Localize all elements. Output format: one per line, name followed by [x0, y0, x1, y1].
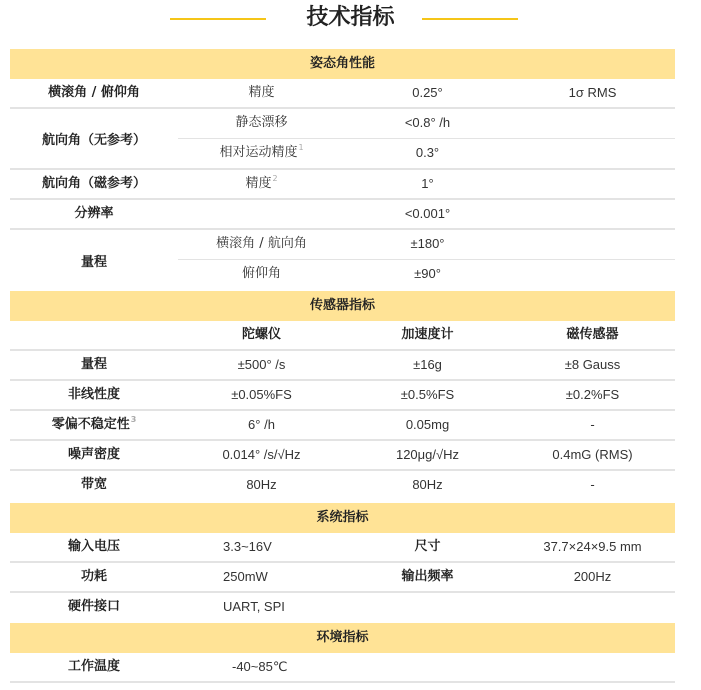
column-header-gyro: 陀螺仪	[241, 327, 281, 342]
table-row	[10, 170, 675, 200]
table-row	[10, 381, 675, 411]
table-row	[10, 351, 675, 381]
table-row	[10, 533, 675, 563]
table-subrow	[178, 109, 675, 139]
accel-value: 80Hz	[412, 477, 443, 492]
row-param: 横滚角 / 航向角	[216, 236, 307, 251]
page-title: 技术指标	[306, 5, 395, 30]
row-label-2: 输出频率	[401, 569, 454, 584]
row-label: 航向角（磁参考）	[41, 176, 146, 191]
row-value: 1°	[421, 176, 434, 191]
row-label: 功耗	[80, 569, 107, 584]
title-decor-line-right	[422, 18, 518, 20]
page-title-area	[0, 0, 701, 40]
table-row	[10, 563, 675, 593]
row-value: 0.3°	[415, 145, 440, 160]
mag-value: -	[590, 477, 595, 492]
row-value: ±90°	[414, 266, 441, 281]
table-group-range	[10, 230, 675, 291]
column-header-accel: 加速度计	[401, 327, 454, 342]
table-row	[10, 471, 675, 503]
row-value: <0.001°	[404, 206, 451, 221]
table-subrow	[178, 230, 675, 260]
table-group-heading-noref	[10, 109, 675, 170]
table-row	[10, 593, 675, 623]
row-label: 分辨率	[74, 206, 114, 221]
row-value: <0.8° /h	[404, 115, 451, 130]
group-label: 量程	[80, 255, 107, 270]
spec-table	[10, 49, 675, 683]
accel-value: 0.05mg	[405, 417, 450, 432]
row-label: 输入电压	[67, 539, 120, 554]
row-param: 精度$^2$	[245, 174, 278, 191]
row-note: 1σ RMS	[568, 85, 617, 100]
accel-value: 120μg/√Hz	[395, 447, 460, 462]
row-value: ±180°	[410, 236, 445, 251]
table-row	[10, 653, 675, 683]
row-param: 俯仰角	[241, 266, 281, 281]
section-header-attitude: 姿态角性能	[10, 49, 675, 79]
footnote-marker: 3	[130, 415, 137, 424]
row-label: 零偏不稳定性$^3$	[51, 415, 137, 432]
group-label: 航向角（无参考）	[41, 133, 146, 148]
row-label: 横滚角 / 俯仰角	[48, 85, 140, 100]
row-value: 3.3~16V	[223, 539, 272, 554]
row-label-2: 尺寸	[414, 539, 441, 554]
accel-value: ±0.5%FS	[400, 387, 455, 402]
table-subrow	[178, 260, 675, 290]
gyro-value: 6° /h	[248, 417, 275, 432]
table-row	[10, 200, 675, 230]
table-row	[10, 441, 675, 471]
table-header-row	[10, 321, 675, 351]
row-label: 噪声密度	[67, 447, 120, 462]
row-value: UART, SPI	[223, 599, 285, 614]
mag-value: 0.4mG (RMS)	[552, 447, 633, 462]
accel-value: ±16g	[413, 357, 442, 372]
table-row	[10, 411, 675, 441]
mag-value: ±8 Gauss	[564, 357, 621, 372]
row-value: -40~85℃	[232, 659, 288, 674]
row-value: 0.25°	[412, 85, 443, 100]
row-param: 相对运动精度$^1$	[219, 143, 304, 160]
row-label: 带宽	[80, 477, 107, 492]
column-header-mag: 磁传感器	[566, 327, 619, 342]
row-label: 工作温度	[67, 659, 120, 674]
mag-value: ±0.2%FS	[565, 387, 620, 402]
table-subrow	[178, 139, 675, 169]
row-value-2: 200Hz	[573, 569, 612, 584]
row-label: 硬件接口	[67, 599, 120, 614]
row-value-2: 37.7×24×9.5 mm	[543, 539, 642, 554]
footnote-marker: 2	[272, 174, 278, 183]
row-param: 精度	[248, 85, 275, 100]
row-label: 量程	[80, 357, 107, 372]
footnote-marker: 1	[298, 143, 304, 152]
section-header-sensors: 传感器指标	[10, 291, 675, 321]
section-header-environment: 环境指标	[10, 623, 675, 653]
section-header-system: 系统指标	[10, 503, 675, 533]
row-label: 非线性度	[67, 387, 120, 402]
table-row	[10, 79, 675, 109]
gyro-value: ±0.05%FS	[231, 387, 292, 402]
row-value: 250mW	[223, 569, 268, 584]
row-param: 静态漂移	[235, 115, 288, 130]
gyro-value: 0.014° /s/√Hz	[222, 447, 301, 462]
gyro-value: 80Hz	[246, 477, 277, 492]
mag-value: -	[590, 417, 595, 432]
gyro-value: ±500° /s	[237, 357, 286, 372]
